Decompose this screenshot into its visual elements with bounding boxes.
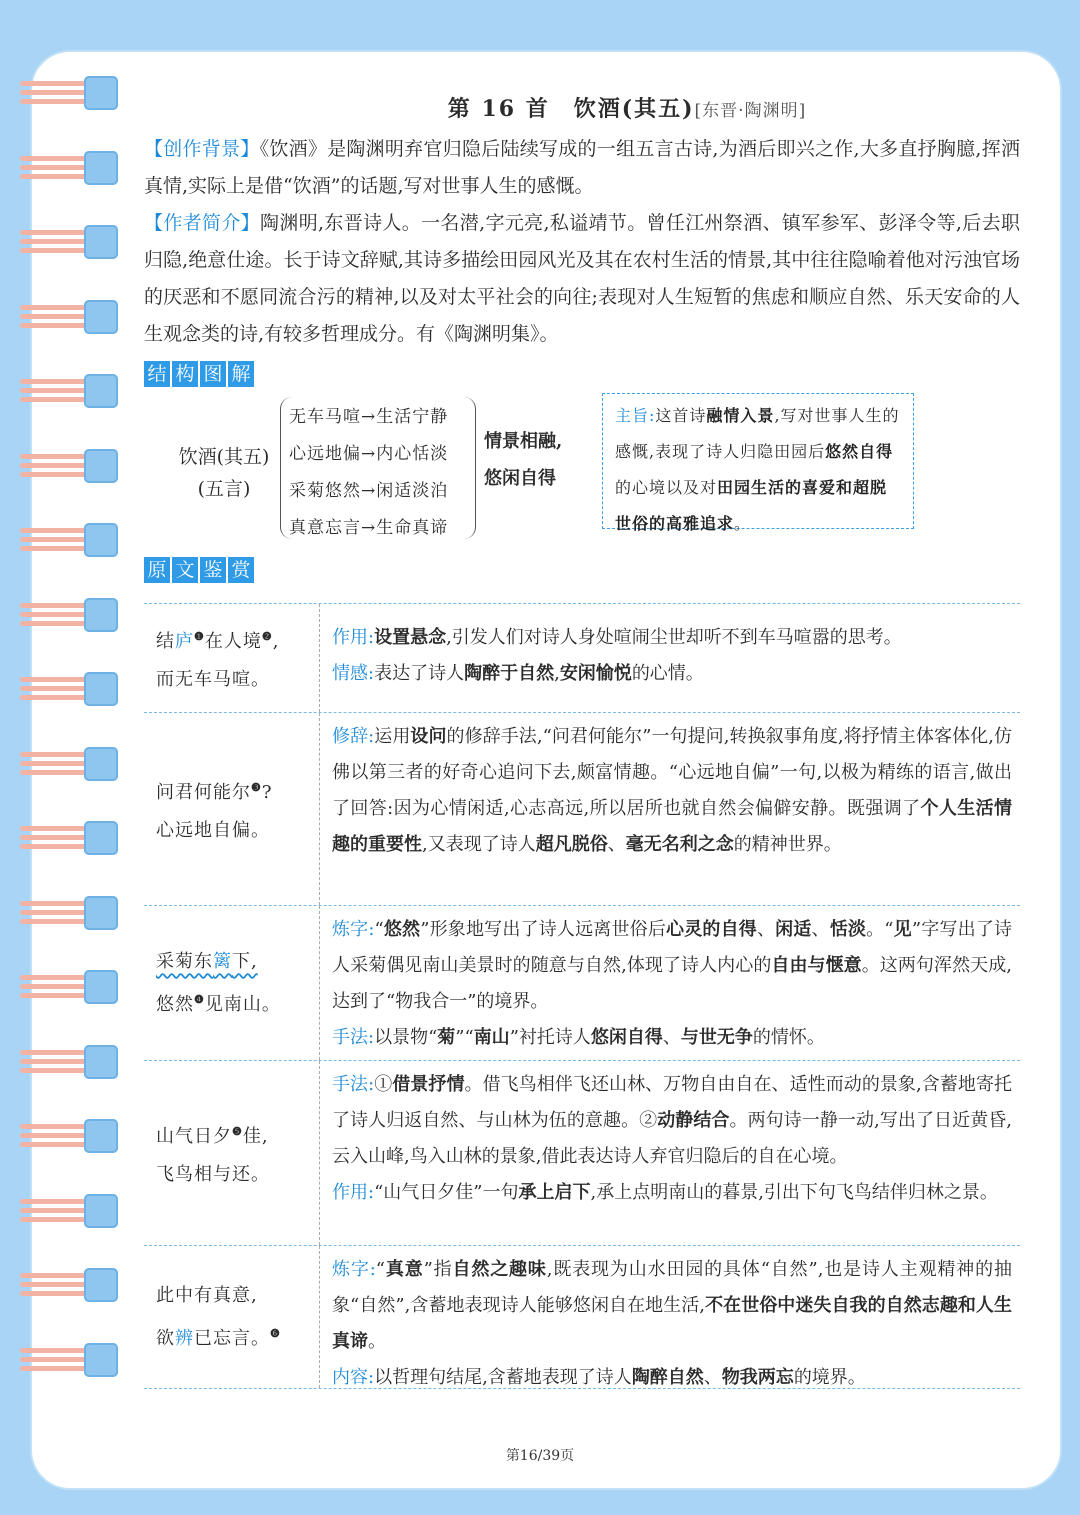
poem-key-char: 庐 bbox=[175, 630, 194, 652]
analysis-notes bbox=[320, 906, 1020, 1060]
analysis-text: ”衬托诗人 bbox=[509, 1027, 591, 1048]
poem-text: , bbox=[272, 630, 280, 652]
analysis-label: 作用: bbox=[332, 1182, 375, 1203]
analysis-label: 炼字: bbox=[332, 1259, 376, 1280]
analysis-label: 内容: bbox=[332, 1367, 375, 1388]
structure-poem bbox=[164, 441, 284, 505]
poem-lines bbox=[144, 713, 320, 905]
analysis-bold: 陶醉于自然 bbox=[464, 663, 555, 684]
analysis-bold: 安闲愉悦 bbox=[559, 663, 632, 684]
title-main: 第 16 首 饮酒(其五) bbox=[447, 96, 695, 122]
analysis-notes bbox=[320, 1246, 1020, 1388]
heading-char: 赏 bbox=[228, 557, 254, 583]
page-number: 第16/39页 bbox=[505, 1448, 575, 1464]
poem-text: 而无车马喧。 bbox=[156, 668, 270, 690]
analysis-text: 。“ bbox=[866, 919, 894, 940]
spiral-ring bbox=[20, 1119, 106, 1155]
content bbox=[144, 92, 1020, 1389]
note-marker: ❹ bbox=[194, 992, 205, 1006]
analysis-label: 情感: bbox=[332, 663, 375, 684]
structure-heading bbox=[144, 361, 1020, 391]
analysis-bold: 物我两忘 bbox=[721, 1367, 794, 1388]
spiral-ring bbox=[20, 896, 106, 932]
analysis-label: 作用: bbox=[332, 627, 375, 648]
analysis-bold: 自然之趣味 bbox=[452, 1259, 547, 1280]
analysis-text: ,既表现为山水田园的具体“自然”,也是诗人主观精神的抽象“自然”,含蓄地表现诗人能够悠闲自在地生活, bbox=[332, 1259, 1013, 1316]
poem-text: 欲 bbox=[156, 1327, 175, 1349]
note-marker: ❶ bbox=[194, 629, 205, 643]
analysis-bold: 心灵的自得 bbox=[666, 919, 757, 940]
structure-branch: 采菊悠然→闲适淡泊 bbox=[289, 481, 449, 501]
poem-text: 山气日夕 bbox=[156, 1125, 232, 1147]
analysis-text: 。借飞鸟相伴飞还山林、万物自由自在、适性而动的景象,含蓄地寄托了诗人归返自然、与山林为伍的意趣。② bbox=[332, 1074, 1013, 1131]
structure-branch: 真意忘言→生命真谛 bbox=[289, 518, 449, 538]
analysis-notes bbox=[320, 604, 1020, 712]
appreciation-heading bbox=[144, 557, 1020, 587]
analysis-text: ,引发人们对诗人身处喧闹尘世却听不到车马喧嚣的思考。 bbox=[446, 627, 902, 648]
theme-text: ,写对世事人生的感慨,表现了诗人归隐田园后 bbox=[615, 406, 900, 461]
poem-text: 采菊东 bbox=[156, 950, 213, 972]
analysis-text: 、 bbox=[756, 919, 776, 940]
analysis-text: “山气日夕佳”一句 bbox=[374, 1182, 519, 1203]
spiral-ring bbox=[20, 151, 106, 187]
analysis-text: 、 bbox=[703, 1367, 722, 1388]
poem-key-char: 辨 bbox=[175, 1327, 194, 1349]
analysis-item bbox=[332, 719, 1012, 863]
theme-label: 主旨: bbox=[615, 406, 656, 425]
analysis-bold: 见 bbox=[893, 919, 912, 940]
analysis-item bbox=[332, 656, 1012, 692]
table-row bbox=[144, 906, 1020, 1061]
analysis-bold: 自由与惬意 bbox=[771, 955, 862, 976]
analysis-text: 的修辞手法,“问君何能尔”一句提问,转换叙事角度,将抒情主体客体化,仿佛以第三者的好奇心追问下去,颇富情趣。“心远地自偏”一句,以极为精练的语言,做出了回答:因为心情闲适,心志高远,所以居所也就自然会偏僻安静。既强调了 bbox=[332, 726, 1013, 819]
analysis-text: “ bbox=[374, 919, 384, 940]
spiral-ring bbox=[20, 1194, 106, 1230]
poem-text: 此中有真意, bbox=[156, 1284, 258, 1306]
heading-char: 原 bbox=[144, 557, 170, 583]
analysis-bold: 毫无名利之念 bbox=[625, 834, 734, 855]
table-row bbox=[144, 1246, 1020, 1389]
analysis-text: 、 bbox=[662, 1027, 681, 1048]
analysis-text: ”形象地写出了诗人远离世俗后 bbox=[420, 919, 667, 940]
analysis-text: 。两句诗一静一动,写出了日近黄昏,云入山峰,鸟入山林的景象,借此表达诗人弃官归隐后的自在心境。 bbox=[332, 1110, 1013, 1167]
analysis-bold: 恬淡 bbox=[829, 919, 867, 940]
note-marker: ❷ bbox=[261, 629, 273, 643]
background-paragraph bbox=[144, 131, 1020, 205]
structure-diagram bbox=[144, 397, 1020, 547]
analysis-text: 表达了诗人 bbox=[374, 663, 465, 684]
analysis-label: 炼字: bbox=[332, 919, 375, 940]
analysis-text: ”指 bbox=[423, 1259, 453, 1280]
structure-branch: 心远地偏→内心恬淡 bbox=[289, 444, 449, 464]
summary-line: 悠闲自得 bbox=[484, 468, 556, 489]
analysis-item bbox=[332, 1067, 1012, 1175]
poem-text: 下, bbox=[232, 950, 258, 972]
poem-key-char: 篱 bbox=[213, 950, 232, 972]
title-source: [东晋·陶渊明] bbox=[694, 101, 807, 121]
analysis-text: 的境界。 bbox=[793, 1367, 866, 1388]
page-title bbox=[234, 92, 1020, 123]
spiral-ring bbox=[20, 1343, 106, 1379]
poem-text: 结 bbox=[156, 630, 175, 652]
spiral-ring bbox=[20, 300, 106, 336]
poem-underlined bbox=[156, 951, 258, 972]
poem-lines bbox=[144, 906, 320, 1060]
analysis-item bbox=[332, 912, 1012, 1020]
analysis-bold: 借景抒情 bbox=[392, 1074, 465, 1095]
note-marker: ❸ bbox=[251, 780, 262, 794]
poem-text: ? bbox=[261, 781, 273, 803]
analysis-item bbox=[332, 1360, 1012, 1396]
theme-text: 这首诗 bbox=[655, 406, 707, 425]
note-marker: ❺ bbox=[232, 1124, 243, 1138]
analysis-bold: 承上启下 bbox=[518, 1182, 591, 1203]
spiral-ring bbox=[20, 449, 106, 485]
summary-line: 情景相融, bbox=[484, 431, 563, 452]
analysis-text: 的心情。 bbox=[631, 663, 704, 684]
analysis-bold: 悠然 bbox=[383, 919, 421, 940]
analysis-text: “ bbox=[375, 1259, 385, 1280]
heading-char: 鉴 bbox=[200, 557, 226, 583]
analysis-bold: 与世无争 bbox=[680, 1027, 753, 1048]
structure-branch: 无车马喧→生活宁静 bbox=[289, 407, 449, 427]
background-label: 【创作背景】 bbox=[144, 138, 260, 160]
analysis-label: 修辞: bbox=[332, 726, 375, 747]
analysis-bold: 闲适 bbox=[775, 919, 812, 940]
poem-lines bbox=[144, 1061, 320, 1245]
analysis-text: 的精神世界。 bbox=[733, 834, 842, 855]
heading-char: 解 bbox=[228, 361, 254, 387]
theme-box bbox=[602, 393, 914, 533]
poem-lines bbox=[144, 1246, 320, 1388]
structure-poem-form: (五言) bbox=[197, 478, 251, 500]
heading-char: 结 bbox=[144, 361, 170, 387]
analysis-label: 手法: bbox=[332, 1027, 375, 1048]
spiral-ring bbox=[20, 970, 106, 1006]
table-row bbox=[144, 713, 1020, 906]
table-row bbox=[144, 604, 1020, 713]
analysis-bold: 陶醉自然 bbox=[631, 1367, 704, 1388]
spiral-ring bbox=[20, 1268, 106, 1304]
author-label: 【作者简介】 bbox=[144, 212, 261, 234]
spiral-ring bbox=[20, 374, 106, 410]
analysis-bold: 设问 bbox=[410, 726, 447, 747]
analysis-text: 以哲理句结尾,含蓄地表现了诗人 bbox=[374, 1367, 632, 1388]
note-marker: ❻ bbox=[270, 1326, 281, 1340]
heading-char: 构 bbox=[172, 361, 198, 387]
analysis-text: 的情怀。 bbox=[752, 1027, 825, 1048]
analysis-text: ,承上点明南山的暮景,引出下句飞鸟结伴归林之景。 bbox=[590, 1182, 998, 1203]
theme-bold: 田园生活的喜爱和超脱世俗的高雅追求 bbox=[615, 478, 888, 533]
analysis-item bbox=[332, 1175, 1012, 1211]
analysis-bold: 悠闲自得 bbox=[590, 1027, 663, 1048]
analysis-text: ① bbox=[374, 1074, 393, 1095]
analysis-bold: 超凡脱俗 bbox=[535, 834, 608, 855]
spiral-ring bbox=[20, 598, 106, 634]
analysis-bold: 菊 bbox=[437, 1027, 456, 1048]
author-text: 陶渊明,东晋诗人。一名潜,字元亮,私谥靖节。曾任江州祭酒、镇军参军、彭泽令等,后去职归隐,绝意仕途。长于诗文辞赋,其诗多描绘田园风光及其在农村生活的情景,其中往往隐喻着他对污浊官场的厌恶和不愿同流合污的精神,以及对太平社会的向往;表现对人生短暂的焦虑和顺应自然、乐天安命的人生观念类的诗,有较多哲理成分。有《陶渊明集》。 bbox=[144, 212, 1020, 345]
analysis-text: 、 bbox=[607, 834, 626, 855]
spiral-ring bbox=[20, 672, 106, 708]
theme-text: 的心境以及对 bbox=[615, 478, 718, 497]
poem-text: 见南山。 bbox=[204, 993, 281, 1015]
analysis-bold: 设置悬念 bbox=[374, 627, 447, 648]
heading-char: 图 bbox=[200, 361, 226, 387]
analysis-bold: 不在世俗中迷失自我的自然志趣和人生真谛 bbox=[332, 1295, 1012, 1352]
theme-text: 。 bbox=[734, 514, 752, 533]
analysis-item bbox=[332, 1252, 1012, 1360]
analysis-text: 。 bbox=[368, 1331, 386, 1352]
theme-bold: 悠然自得 bbox=[825, 442, 894, 461]
spiral-ring bbox=[20, 225, 106, 261]
heading-char: 文 bbox=[172, 557, 198, 583]
appreciation-table bbox=[144, 603, 1020, 1389]
poem-text: 佳, bbox=[242, 1125, 269, 1147]
spiral-ring bbox=[20, 76, 106, 112]
poem-text: 在人境 bbox=[204, 630, 262, 652]
analysis-text: 。这两句浑然天成,达到了“物我合一”的境界。 bbox=[332, 955, 1012, 1012]
analysis-text: 以景物“ bbox=[374, 1027, 438, 1048]
analysis-item bbox=[332, 620, 1012, 656]
background-text: 《饮酒》是陶渊明弃官归隐后陆续写成的一组五言古诗,为酒后即兴之作,大多直抒胸臆,挥洒真情,实际上是借“饮酒”的话题,写对世事人生的感慨。 bbox=[144, 138, 1020, 197]
poem-lines bbox=[144, 604, 320, 712]
author-paragraph bbox=[144, 205, 1020, 353]
analysis-text: ”字写出了诗人采菊偶见南山美景时的随意与自然,体现了诗人内心的 bbox=[332, 919, 1013, 976]
analysis-label: 手法: bbox=[332, 1074, 375, 1095]
structure-summary bbox=[484, 423, 562, 497]
analysis-notes bbox=[320, 1061, 1020, 1245]
poem-text: 已忘言。 bbox=[194, 1327, 270, 1349]
structure-poem-name: 饮酒(其五) bbox=[178, 446, 270, 468]
poem-text: 问君何能尔 bbox=[156, 781, 251, 803]
spiral-ring bbox=[20, 1045, 106, 1081]
poem-text: 飞鸟相与还。 bbox=[156, 1163, 270, 1185]
spiral-ring bbox=[20, 523, 106, 559]
theme-bold: 融情入景 bbox=[706, 406, 775, 425]
analysis-text: ,又表现了诗人 bbox=[422, 834, 536, 855]
analysis-bold: 个人生活情趣的重要性 bbox=[332, 798, 1012, 855]
structure-branches bbox=[280, 397, 476, 539]
poem-text: 心远地自偏。 bbox=[156, 819, 270, 841]
analysis-text: 、 bbox=[811, 919, 830, 940]
spiral-ring bbox=[20, 821, 106, 857]
analysis-text: , bbox=[554, 663, 560, 684]
table-row bbox=[144, 1061, 1020, 1246]
analysis-bold: 动静结合 bbox=[657, 1110, 730, 1131]
analysis-item bbox=[332, 1020, 1012, 1056]
analysis-bold: 真意 bbox=[384, 1259, 424, 1280]
analysis-bold: 南山 bbox=[473, 1027, 510, 1048]
analysis-text: 运用 bbox=[374, 726, 411, 747]
poem-text: 悠然 bbox=[156, 993, 194, 1015]
analysis-text: ”“ bbox=[455, 1027, 474, 1048]
spiral-ring bbox=[20, 747, 106, 783]
analysis-notes bbox=[320, 713, 1020, 905]
